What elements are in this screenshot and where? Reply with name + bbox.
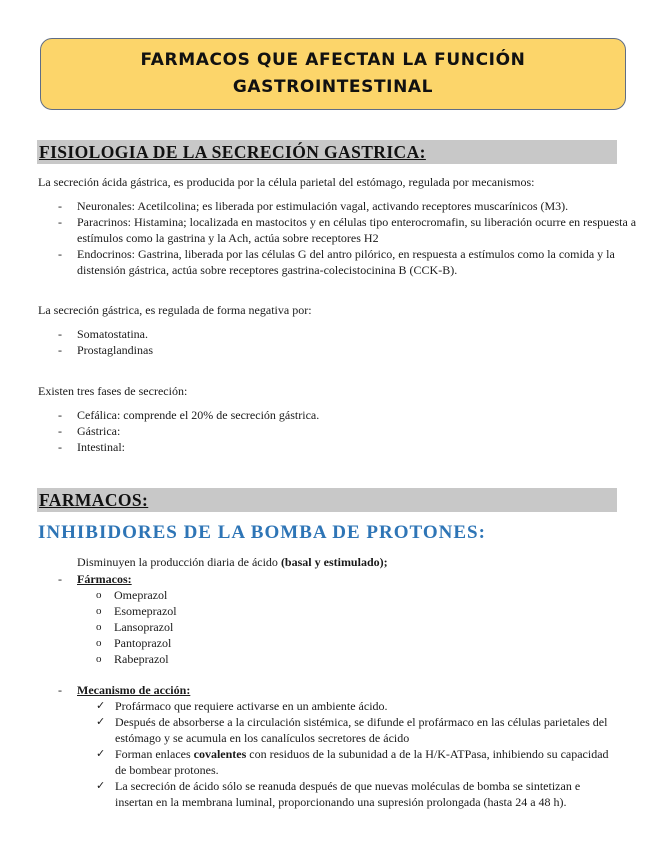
paragraph-intro: La secreción ácida gástrica, es producida por la célula parietal del estómago, regulada por mecanismos:	[38, 175, 535, 189]
check-icon: ✓	[96, 747, 106, 760]
list-item: o Rabeprazol	[96, 652, 169, 666]
list-item: o Lansoprazol	[96, 620, 174, 634]
mechanism-label-row: - Mecanismo de acción:	[58, 683, 191, 697]
section-heading-farmacos: FARMACOS:	[39, 490, 149, 510]
drugs-label-row: - Fármacos:	[58, 572, 132, 586]
list-item: - Endocrinos: Gastrina, liberada por las células G del antro pilórico, en respuesta a estímulos como la comida y la distensión gástrica, actúa sobre receptores gastrina-colecistocinina B (CCK-B).	[58, 247, 615, 277]
list-item: - Neuronales: Acetilcolina; es liberada por estimulación vagal, activando receptores muscarínicos (M3).	[58, 199, 569, 213]
list-item: - Prostaglandinas	[58, 343, 153, 357]
paragraph-phases: Existen tres fases de secreción:	[38, 384, 188, 398]
list-item: o Omeprazol	[96, 588, 168, 602]
list-item: - Intestinal:	[58, 440, 125, 454]
list-item: ✓ Después de absorberse a la circulación sistémica, se difunde el profármaco en las células parietales del estómago y se acumula en los canalículos secretores de ácido	[96, 715, 608, 745]
check-icon: ✓	[96, 715, 106, 728]
list-item: o Pantoprazol	[96, 636, 172, 650]
list-item: o Esomeprazol	[96, 604, 177, 618]
negative-regulators-list	[58, 326, 637, 358]
list-item: - Cefálica: comprende el 20% de secreción gástrica.	[58, 408, 320, 422]
list-item: - Paracrinos: Histamina; localizada en mastocitos y en células tipo enterocromafin, su liberación ocurre en respuesta a estímulos como la gastrina y la Ach, actúa sobre receptores H2	[58, 215, 637, 245]
list-item: ✓ Forman enlaces covalentes con residuos de la subunidad a de la H/K-ATPasa, inhibiendo su capacidad de bombear protones.	[96, 747, 609, 777]
document-title-line-1: FARMACOS QUE AFECTAN LA FUNCIÓN	[140, 50, 526, 70]
mechanism-list	[96, 698, 620, 810]
subsection-heading-ibp: INHIBIDORES DE LA BOMBA DE PROTONES:	[38, 522, 486, 543]
drugs-label: Fármacos:	[77, 572, 132, 586]
document-title-box	[40, 38, 626, 110]
drugs-list	[96, 587, 177, 667]
document-title-line-2: GASTROINTESTINAL	[232, 77, 434, 97]
paragraph-negative-regulation: La secreción gástrica, es regulada de forma negativa por:	[38, 303, 312, 317]
list-item: - Somatostatina.	[58, 327, 148, 341]
paragraph-summary: Disminuyen la producción diaria de ácido (basal y estimulado);	[77, 555, 388, 569]
list-item: ✓ La secreción de ácido sólo se reanuda después de que nuevas moléculas de bomba se sintetizan e insertan en la membrana luminal, proporcionando una supresión prolongada (hasta 24 a 48 h).	[96, 779, 581, 809]
check-icon: ✓	[96, 779, 106, 792]
mechanisms-list	[58, 198, 637, 278]
list-item: - Gástrica:	[58, 424, 121, 438]
list-item: ✓ Profármaco que requiere activarse en un ambiente ácido.	[96, 699, 388, 713]
section-heading-fisiologia: FISIOLOGIA DE LA SECRECIÓN GASTRICA:	[39, 142, 426, 162]
check-icon: ✓	[96, 699, 106, 712]
mechanism-label: Mecanismo de acción:	[77, 683, 191, 697]
phases-list	[58, 407, 637, 455]
